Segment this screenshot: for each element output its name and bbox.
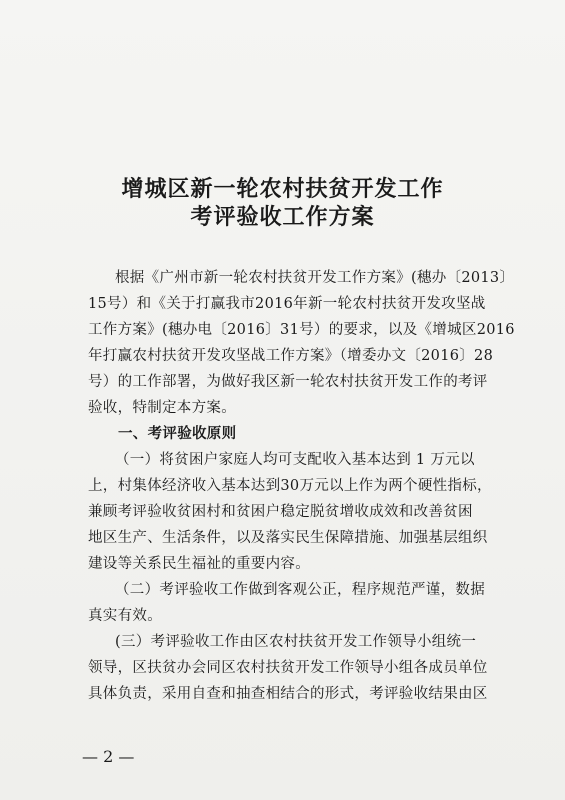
body-line: 上，村集体经济收入基本达到30万元以上作为两个硬性指标，: [88, 478, 492, 494]
body-line: 号）的工作部署，为做好我区新一轮农村扶贫开发工作的考评: [88, 374, 488, 390]
body-line: 领导，区扶贫办会同区农村扶贫开发工作领导小组各成员单位: [88, 660, 488, 676]
body-line: 兼顾考评验收贫困村和贫困户稳定脱贫增收成效和改善贫困: [88, 504, 473, 520]
body-line: 验收，特制定本方案。: [88, 400, 236, 416]
body-line: 建设等关系民生福祉的重要内容。: [88, 556, 310, 572]
body-line: 具体负责，采用自查和抽查相结合的形式，考评验收结果由区: [88, 686, 488, 702]
page-number: — 2 —: [82, 747, 135, 766]
body-line: （二）考评验收工作做到客观公正，程序规范严谨，数据: [115, 582, 485, 598]
body-line: (三）考评验收工作由区农村扶贫开发工作领导小组统一: [115, 634, 477, 650]
document-title-line-1: 增城区新一轮农村扶贫开发工作: [121, 176, 444, 202]
body-line: 真实有效。: [88, 608, 162, 624]
body-line: 地区生产、生活条件，以及落实民生保障措施、加强基层组织: [88, 530, 488, 546]
body-line: 15号）和《关于打赢我市2016年新一轮农村扶贫开发攻坚战: [88, 296, 486, 312]
body-line: （一）将贫困户家庭人均可支配收入基本达到 1 万元以: [115, 452, 475, 468]
body-line: 根据《广州市新一轮农村扶贫开发工作方案》(穗办〔2013〕: [115, 270, 515, 286]
body-line: 工作方案》(穗办电〔2016〕31号）的要求，以及《增城区2016: [88, 322, 515, 338]
body-line: 年打赢农村扶贫开发攻坚战工作方案》（增委办文〔2016〕28: [88, 348, 494, 364]
document-title-line-2: 考评验收工作方案: [190, 204, 375, 230]
section-heading: 一、考评验收原则: [118, 425, 237, 442]
